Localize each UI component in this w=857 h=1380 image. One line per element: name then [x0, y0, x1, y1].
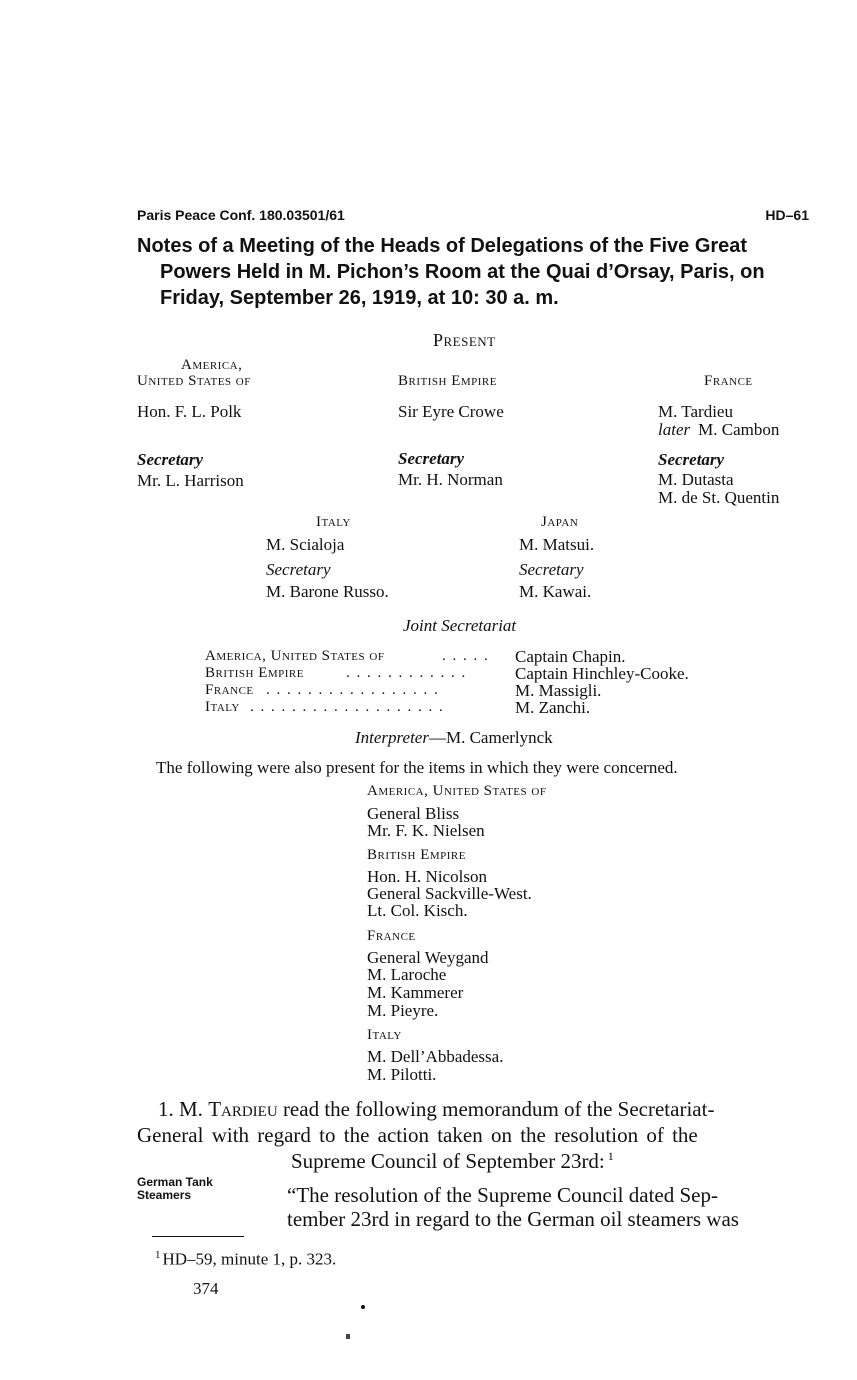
joint-row-leader: . . . . . . . . . . . . — [346, 665, 467, 681]
interpreter-line — [355, 728, 553, 748]
title-line-3: Friday, September 26, 1919, at 10: 30 a. m. — [160, 287, 559, 309]
sidenote-line-2: Steamers — [137, 1188, 192, 1202]
also-france-name: M. Kammerer — [367, 983, 464, 1002]
joint-secretariat-heading: Joint Secretariat — [403, 616, 517, 635]
interpreter-label: Interpreter — [355, 728, 429, 747]
minute-speaker: Tardieu — [208, 1097, 278, 1121]
also-france-heading: France — [367, 928, 416, 944]
joint-row-country: Italy — [205, 699, 240, 715]
minute-line3-text: Supreme Council of September 23rd: — [291, 1149, 605, 1173]
france-secretary-1: M. Dutasta — [658, 470, 734, 489]
joint-row-leader: . . . . . . . . . . . . . . . . . — [266, 682, 440, 698]
also-british-name: Hon. H. Nicolson — [367, 867, 487, 886]
japan-secretary: M. Kawai. — [519, 582, 592, 601]
minute-line-1 — [158, 1097, 714, 1122]
italy-secretary: M. Barone Russo. — [266, 582, 389, 601]
france-secretary-label: Secretary — [658, 450, 725, 469]
present-heading: Present — [433, 330, 496, 350]
also-france-name: M. Pieyre. — [367, 1001, 439, 1020]
joint-row-name: M. Zanchi. — [515, 698, 591, 717]
quote-line-1: “The resolution of the Supreme Council dated Sep- — [287, 1183, 718, 1207]
france-later-member: M. Cambon — [698, 420, 780, 439]
footnote-mark: 1 — [155, 1249, 161, 1261]
italy-heading: Italy — [316, 514, 351, 530]
title-line-2: Powers Held in M. Pichon’s Room at the Quai d’Orsay, Paris, on — [160, 261, 765, 283]
also-france-name: M. Laroche — [367, 965, 447, 984]
footnote-reference: 1 — [607, 1149, 614, 1163]
archive-reference: Paris Peace Conf. 180.03501/61 — [137, 207, 345, 223]
scan-speck — [346, 1334, 350, 1339]
france-later-line — [658, 420, 779, 440]
joint-row-country: France — [205, 682, 254, 698]
document-code: HD–61 — [765, 207, 809, 223]
japan-heading: Japan — [541, 514, 579, 530]
title-line-1: Notes of a Meeting of the Heads of Delegations of the Five Great — [137, 235, 748, 257]
also-america-heading: America, United States of — [367, 783, 547, 799]
also-italy-name: M. Dell’Abbadessa. — [367, 1047, 504, 1066]
also-british-heading: British Empire — [367, 847, 466, 863]
america-member: Hon. F. L. Polk — [137, 402, 242, 421]
footnote — [155, 1249, 336, 1270]
minute-number: 1. M. — [158, 1097, 203, 1121]
scan-speck — [361, 1305, 365, 1309]
france-heading: France — [704, 373, 753, 389]
joint-row-leader: . . . . . — [442, 648, 490, 664]
america-secretary: Mr. L. Harrison — [137, 471, 244, 490]
also-british-name: Lt. Col. Kisch. — [367, 901, 468, 920]
also-america-name: Mr. F. K. Nielsen — [367, 821, 485, 840]
minute-line-3 — [291, 1149, 614, 1174]
joint-row-name: Captain Hinchley-Cooke. — [515, 664, 689, 683]
italy-member: M. Scialoja — [266, 535, 345, 554]
also-present-intro: The following were also present for the items in which they were concerned. — [156, 758, 678, 777]
minute-line1-rest: read the following memorandum of the Secretariat- — [282, 1097, 715, 1121]
also-italy-name: M. Pilotti. — [367, 1065, 437, 1084]
america-secretary-label: Secretary — [137, 450, 204, 469]
america-heading-line2: United States of — [137, 373, 251, 389]
page-number: 374 — [193, 1279, 219, 1298]
also-france-name: General Weygand — [367, 948, 489, 967]
british-member: Sir Eyre Crowe — [398, 402, 504, 421]
joint-row-name: Captain Chapin. — [515, 647, 626, 666]
france-member: M. Tardieu — [658, 402, 733, 421]
joint-row-name: M. Massigli. — [515, 681, 602, 700]
japan-member: M. Matsui. — [519, 535, 595, 554]
minute-line-2: General with regard to the action taken on the resolution of the — [137, 1123, 698, 1147]
also-italy-heading: Italy — [367, 1027, 402, 1043]
france-later-label: later — [658, 420, 691, 439]
also-america-name: General Bliss — [367, 804, 460, 823]
joint-row-leader: . . . . . . . . . . . . . . . . . . . — [250, 699, 445, 715]
joint-row-country: British Empire — [205, 665, 304, 681]
also-british-name: General Sackville-West. — [367, 884, 532, 903]
sidenote-line-1: German Tank — [137, 1175, 213, 1189]
america-heading-line1: America, — [181, 357, 243, 373]
italy-secretary-label: Secretary — [266, 560, 331, 579]
quote-line-2: tember 23rd in regard to the German oil steamers was — [287, 1207, 739, 1231]
british-heading: British Empire — [398, 373, 497, 389]
british-secretary: Mr. H. Norman — [398, 470, 503, 489]
japan-secretary-label: Secretary — [519, 560, 584, 579]
france-secretary-2: M. de St. Quentin — [658, 488, 780, 507]
british-secretary-label: Secretary — [398, 449, 465, 468]
footnote-rule — [152, 1236, 244, 1237]
joint-row-country: America, United States of — [205, 648, 385, 664]
interpreter-name: —M. Camerlynck — [428, 728, 553, 747]
footnote-text: HD–59, minute 1, p. 323. — [162, 1249, 337, 1269]
